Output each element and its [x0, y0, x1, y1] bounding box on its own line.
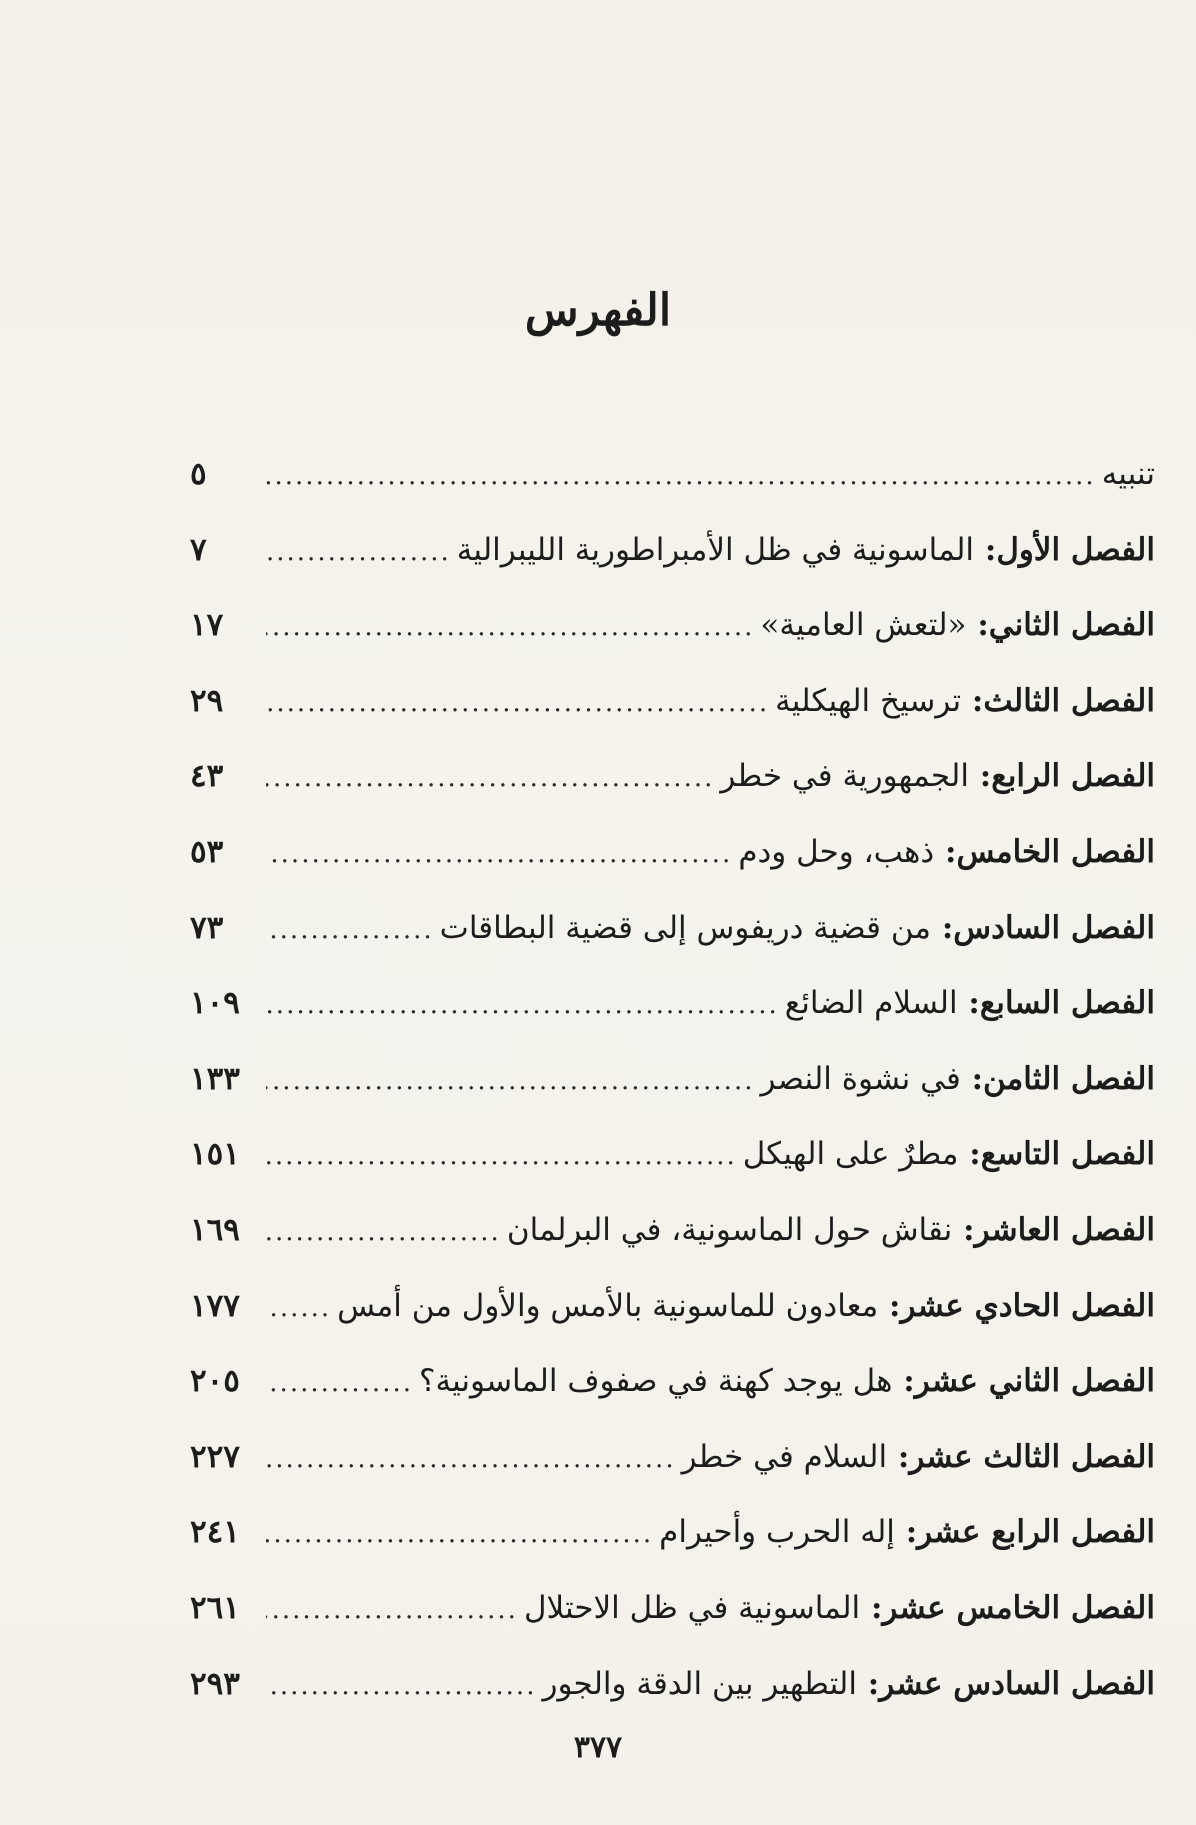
toc-chapter-title: الماسونية في ظل الاحتلال [523, 1589, 861, 1626]
toc-chapter-number: الفصل الخامس [956, 833, 1155, 870]
toc-entry [190, 520, 1155, 596]
toc-page-number: ٧ [190, 531, 207, 568]
toc-chapter-title: السلام في خطر [681, 1438, 888, 1475]
toc-entry [190, 1578, 1155, 1654]
dot-leader [266, 1656, 536, 1716]
toc-chapter-number: الفصل الثامن [983, 1060, 1155, 1097]
toc-chapter-number: الفصل السادس عشر [879, 1665, 1155, 1702]
toc-entry [190, 595, 1155, 671]
dot-leader [266, 1051, 754, 1111]
toc-chapter-title: هل يوجد كهنة في صفوف الماسونية؟ [419, 1363, 893, 1400]
toc-chapter-number: الفصل التاسع [980, 1136, 1155, 1173]
dot-leader [266, 446, 1096, 506]
dot-leader [266, 522, 451, 582]
toc-chapter-number: الفصل الرابع [991, 758, 1155, 795]
dot-leader [266, 748, 714, 808]
toc-page-number: ٢٢٧ [190, 1438, 240, 1475]
toc-entry-label: الفصل السادس عشر: التطهير بين الدقة والجور [542, 1665, 1155, 1702]
dot-leader [266, 824, 732, 884]
toc-entry-label: الفصل الخامس عشر: الماسونية في ظل الاحتلال [523, 1589, 1155, 1626]
toc-chapter-title: مطرٌ على الهيكل [742, 1136, 959, 1173]
toc-entry [190, 1351, 1155, 1427]
toc-entry-label: الفصل الثامن: في نشوة النصر [760, 1060, 1155, 1097]
toc-entry [190, 898, 1155, 974]
toc-chapter-title: إله الحرب وأحيرام [659, 1514, 895, 1551]
toc-chapter-title: التطهير بين الدقة والجور [542, 1665, 857, 1702]
toc-entry-label: الفصل الخامس: ذهب، وحل ودم [738, 833, 1155, 870]
toc-chapter-number: الفصل الثالث عشر [909, 1438, 1155, 1475]
toc-page-number: ٢٩٣ [190, 1665, 240, 1702]
page-number: ٣٧٧ [573, 1730, 623, 1765]
toc-chapter-number: الفصل الخامس عشر [882, 1589, 1155, 1626]
toc-page-number: ٧٣ [190, 909, 224, 946]
dot-leader [266, 1353, 413, 1413]
dot-leader [266, 1429, 676, 1489]
toc-page-number: ٢٦١ [190, 1589, 240, 1626]
dot-leader [266, 1126, 737, 1186]
toc-chapter-title: الماسونية في ظل الأمبراطورية الليبرالية [456, 531, 975, 568]
toc-entry-label: الفصل الرابع عشر: إله الحرب وأحيرام [659, 1514, 1155, 1551]
toc-entry [190, 1654, 1155, 1730]
toc-page-number: ١٣٣ [190, 1060, 240, 1097]
toc-chapter-title: في نشوة النصر [760, 1060, 961, 1097]
toc-entry [190, 1502, 1155, 1578]
toc-entry [190, 671, 1155, 747]
toc-chapter-number: الفصل الثاني عشر [914, 1363, 1155, 1400]
toc-entry [190, 1049, 1155, 1125]
toc-chapter-number: الفصل الثالث [983, 682, 1155, 719]
toc-page-number: ٢٩ [190, 682, 224, 719]
toc-chapter-number: الفصل الحادي عشر [900, 1287, 1155, 1324]
toc-chapter-title: تنبيه [1101, 456, 1155, 492]
toc-entry [190, 822, 1155, 898]
toc-entry-label: الفصل العاشر: نقاش حول الماسونية، في البرلمان [506, 1211, 1155, 1248]
dot-leader [266, 597, 754, 657]
toc-chapter-number: الفصل السابع [979, 985, 1155, 1022]
toc-entry-label [1102, 444, 1155, 504]
toc-entry [190, 1276, 1155, 1352]
toc-chapter-title: من قضية دريفوس إلى قضية البطاقات [439, 909, 932, 946]
toc-chapter-number: الفصل العاشر [974, 1211, 1155, 1248]
toc-entry [190, 444, 1155, 520]
toc-chapter-number: الفصل الرابع عشر [917, 1514, 1155, 1551]
toc-entry-label: الفصل الثاني: «لتعش العامية» [760, 607, 1155, 644]
toc-entry [190, 973, 1155, 1049]
toc-entry-label: الفصل الرابع: الجمهورية في خطر [720, 758, 1155, 795]
toc-entry-label: الفصل التاسع: مطرٌ على الهيكل [742, 1136, 1155, 1173]
table-of-contents [190, 444, 1155, 1729]
toc-chapter-number: الفصل الأول [996, 531, 1155, 568]
toc-entry-label: الفصل الحادي عشر: معادون للماسونية بالأمس والأول من أمس [337, 1287, 1155, 1324]
toc-page-number: ٤٣ [190, 758, 224, 795]
toc-entry [190, 746, 1155, 822]
toc-chapter-title: معادون للماسونية بالأمس والأول من أمس [337, 1287, 879, 1324]
toc-entry [190, 1124, 1155, 1200]
toc-page-number: ١٥١ [190, 1136, 240, 1173]
toc-chapter-title: الجمهورية في خطر [720, 758, 969, 795]
toc-entry-label: الفصل الثاني عشر: هل يوجد كهنة في صفوف الماسونية؟ [419, 1363, 1155, 1400]
toc-page-number: ١٠٩ [190, 985, 240, 1022]
toc-page-number: ٥٣ [190, 833, 224, 870]
dot-leader [266, 1580, 518, 1640]
toc-entry [190, 1200, 1155, 1276]
toc-chapter-title: ترسيخ الهيكلية [775, 682, 962, 719]
dot-leader [266, 1202, 501, 1262]
dot-leader [266, 1504, 653, 1564]
dot-leader [266, 673, 769, 733]
toc-chapter-title: نقاش حول الماسونية، في البرلمان [506, 1211, 953, 1248]
toc-entry-label: الفصل الثالث: ترسيخ الهيكلية [775, 682, 1155, 719]
toc-page-number: ١٦٩ [190, 1211, 240, 1248]
toc-chapter-title: ذهب، وحل ودم [738, 833, 935, 870]
toc-page-number: ٢٠٥ [190, 1363, 240, 1400]
toc-entry-label: الفصل الأول: الماسونية في ظل الأمبراطورية الليبرالية [456, 531, 1155, 568]
toc-chapter-title: «لتعش العامية» [760, 607, 967, 644]
dot-leader [266, 1278, 331, 1338]
toc-page-number: ٢٤١ [190, 1514, 240, 1551]
toc-page-number: ١٧٧ [190, 1287, 240, 1324]
toc-chapter-title: السلام الضائع [784, 985, 958, 1022]
toc-page-number: ٥ [190, 456, 207, 492]
dot-leader [266, 975, 779, 1035]
toc-entry-label: الفصل السابع: السلام الضائع [784, 985, 1155, 1022]
dot-leader [266, 900, 434, 960]
toc-entry-label: الفصل السادس: من قضية دريفوس إلى قضية البطاقات [439, 909, 1155, 946]
toc-chapter-number: الفصل السادس [953, 909, 1155, 946]
toc-entry [190, 1427, 1155, 1503]
page-title: الفهرس [524, 285, 672, 336]
toc-entry-label: الفصل الثالث عشر: السلام في خطر [681, 1438, 1155, 1475]
toc-page-number: ١٧ [190, 607, 224, 644]
toc-chapter-number: الفصل الثاني [988, 607, 1155, 644]
